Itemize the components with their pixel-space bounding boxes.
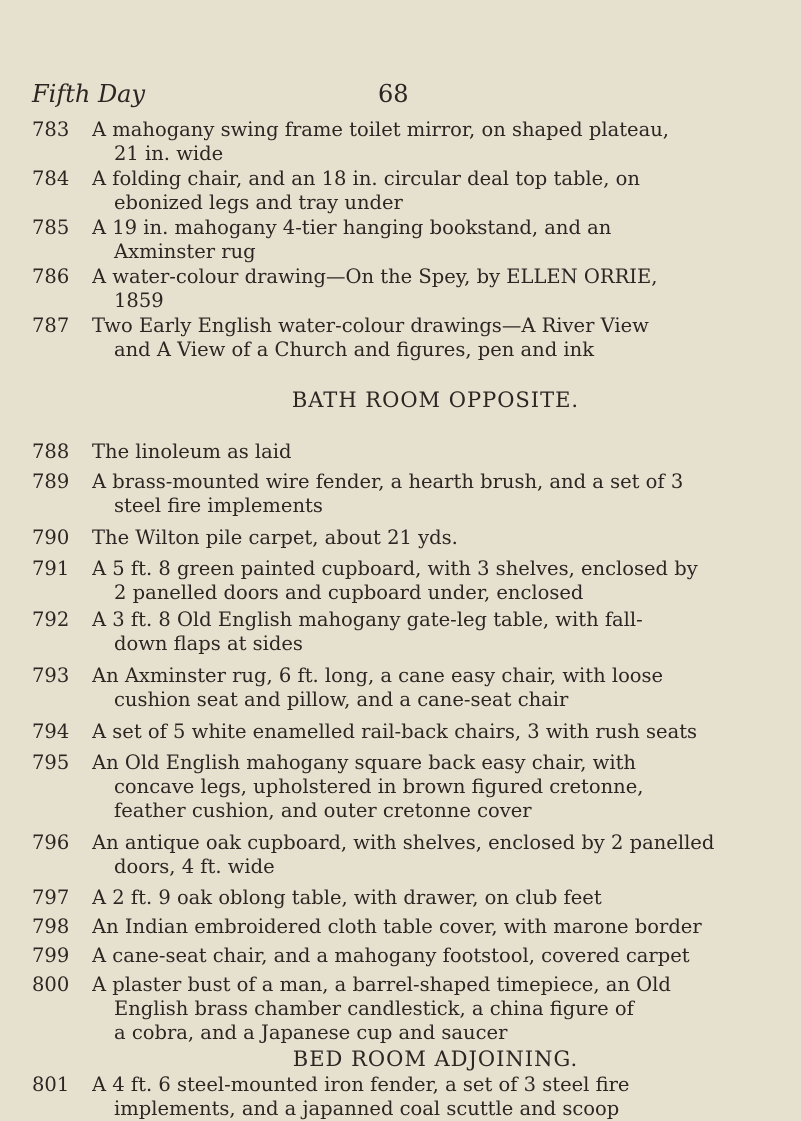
lot-number: 785 (32, 216, 70, 239)
description-line: English brass chamber candlestick, a china figure of (114, 997, 634, 1020)
description-line: A cane-seat chair, and a mahogany footstool, covered carpet (92, 944, 690, 967)
description-line: An Indian embroidered cloth table cover, with marone border (92, 915, 702, 938)
description-line: A 5 ft. 8 green painted cupboard, with 3 shelves, enclosed by (92, 557, 698, 580)
description-line: An antique oak cupboard, with shelves, enclosed by 2 panelled (92, 831, 715, 854)
description-line: Two Early English water-colour drawings—A River View (92, 314, 649, 337)
lot-number: 784 (32, 167, 70, 190)
lot-description (92, 973, 792, 1045)
lot-description (92, 608, 792, 656)
page-header (0, 80, 801, 110)
lot-description (92, 886, 792, 910)
section-heading-bed-room (0, 1047, 801, 1071)
lot-number: 783 (32, 118, 70, 141)
lot-number: 791 (32, 557, 70, 580)
description-line: A set of 5 white enamelled rail-back chairs, 3 with rush seats (92, 720, 698, 743)
lot-number: 797 (32, 886, 70, 909)
lot-description (92, 216, 792, 264)
lot-description (92, 167, 792, 215)
lot-number: 798 (32, 915, 70, 938)
lot-number: 800 (32, 973, 70, 996)
description-line: concave legs, upholstered in brown figured cretonne, (114, 775, 644, 798)
description-line: A 19 in. mahogany 4-tier hanging bookstand, and an (92, 216, 612, 239)
description-line: 1859 (114, 289, 164, 312)
description-line: A water-colour drawing—On the Spey, by ELLEN ORRIE, (92, 265, 658, 288)
lot-description (92, 526, 792, 550)
lot-number: 794 (32, 720, 70, 743)
section-title: BED ROOM ADJOINING. (292, 1047, 579, 1071)
lot-description (92, 265, 792, 313)
description-line: The Wilton pile carpet, about 21 yds. (92, 526, 458, 549)
lot-number: 796 (32, 831, 70, 854)
description-line: implements, and a japanned coal scuttle and scoop (114, 1097, 620, 1120)
lot-number: 799 (32, 944, 70, 967)
description-line: feather cushion, and outer cretonne cover (114, 799, 532, 822)
lot-description (92, 1073, 792, 1121)
lot-number: 801 (32, 1073, 70, 1096)
description-line: and A View of a Church and figures, pen and ink (114, 338, 595, 361)
lot-number: 787 (32, 314, 70, 337)
description-line: doors, 4 ft. wide (114, 855, 275, 878)
lot-number: 792 (32, 608, 70, 631)
description-line: A 3 ft. 8 Old English mahogany gate-leg table, with fall- (92, 608, 643, 631)
description-line: steel fire implements (114, 494, 323, 517)
lot-number: 788 (32, 440, 70, 463)
lot-number: 793 (32, 664, 70, 687)
description-line: Axminster rug (114, 240, 256, 263)
description-line: ebonized legs and tray under (114, 191, 403, 214)
lot-description (92, 440, 792, 464)
description-line: a cobra, and a Japanese cup and saucer (114, 1021, 508, 1044)
lot-description (92, 751, 792, 823)
section-title: BATH ROOM OPPOSITE. (291, 388, 580, 412)
lot-description (92, 944, 792, 968)
description-line: cushion seat and pillow, and a cane-seat chair (114, 688, 569, 711)
description-line: 2 panelled doors and cupboard under, enclosed (114, 581, 584, 604)
description-line: 21 in. wide (114, 142, 224, 165)
section-heading-bath-room (0, 388, 801, 412)
description-line: An Old English mahogany square back easy chair, with (92, 751, 636, 774)
description-line: A mahogany swing frame toilet mirror, on shaped plateau, (92, 118, 669, 141)
lot-number: 789 (32, 470, 70, 493)
lot-description (92, 557, 792, 605)
description-line: A 4 ft. 6 steel-mounted iron fender, a set of 3 steel fire (92, 1073, 630, 1096)
running-title: Fifth Day (32, 80, 146, 108)
lot-number: 786 (32, 265, 70, 288)
lot-description (92, 470, 792, 518)
lot-description (92, 831, 792, 879)
description-line: An Axminster rug, 6 ft. long, a cane easy chair, with loose (92, 664, 664, 687)
lot-description (92, 720, 792, 744)
page-number: 68 (378, 80, 409, 108)
lot-description (92, 915, 792, 939)
lot-description (92, 118, 792, 166)
lot-number: 795 (32, 751, 70, 774)
description-line: A folding chair, and an 18 in. circular deal top table, on (92, 167, 640, 190)
description-line: A plaster bust of a man, a barrel-shaped timepiece, an Old (92, 973, 671, 996)
lot-description (92, 314, 792, 362)
description-line: The linoleum as laid (92, 440, 292, 463)
lot-number: 790 (32, 526, 70, 549)
lot-description (92, 664, 792, 712)
description-line: A brass-mounted wire fender, a hearth brush, and a set of 3 (92, 470, 684, 493)
description-line: A 2 ft. 9 oak oblong table, with drawer, on club feet (92, 886, 602, 909)
description-line: down flaps at sides (114, 632, 303, 655)
